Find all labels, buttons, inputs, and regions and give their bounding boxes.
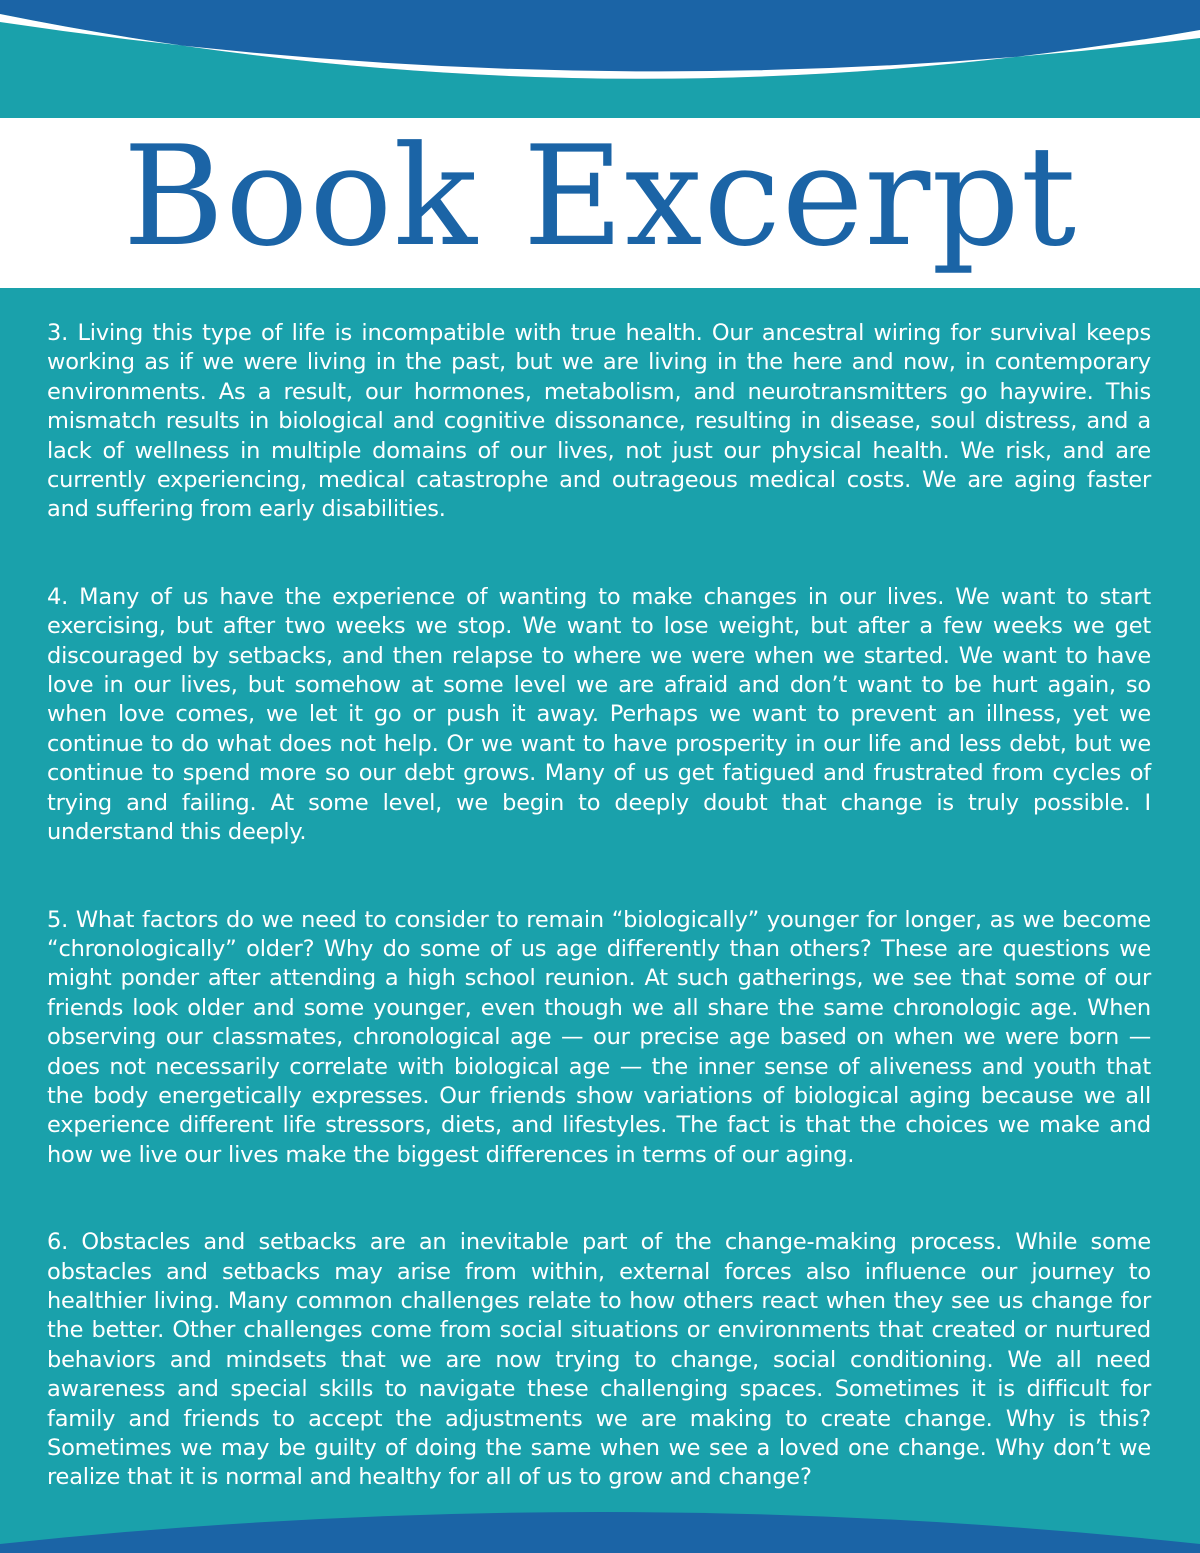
page-title: Book Excerpt (122, 116, 1078, 277)
excerpt-paragraph-4: 4. Many of us have the experience of wanting to make changes in our lives. We want to start exercising, but after two weeks we stop. We want to lose weight, but after a few weeks we get discouraged by setbacks, and then relapse to where we were when we started. We want to have love in our lives, but somehow at some level we are afraid and don’t want to be hurt again, so when love comes, we let it go or push it away. Perhaps we want to prevent an illness, yet we continue to do what does not help. Or we want to have prosperity in our life and less debt, but we continue to spend more so our debt grows. Many of us get fatigued and frustrated from cycles of trying and failing. At some level, we begin to deeply doubt that change is truly possible. I understand this deeply. (47, 583, 1151, 846)
header-wave (0, 0, 1200, 118)
excerpt-paragraph-5: 5. What factors do we need to consider to remain “biologically” younger for longer, as we become “chronologically” older? Why do some of us age differently than others? These are questions we might ponder after attending a high school reunion. At such gatherings, we see that some of our friends look older and some younger, even though we all share the same chronologic age. When observing our classmates, chronological age — our precise age based on when we were born — does not necessarily correlate with biological age — the inner sense of aliveness and youth that the body energetically expresses. Our friends show variations of biological aging because we all experience different life stressors, diets, and lifestyles. The fact is that the choices we make and how we live our lives make the biggest differences in terms of our aging. (47, 906, 1151, 1168)
footer-wave (0, 1500, 1200, 1553)
excerpt-paragraph-3: 3. Living this type of life is incompatible with true health. Our ancestral wiring for survival keeps working as if we were living in the past, but we are living in the here and now, in contemporary environments. As a result, our hormones, metabolism, and neurotransmitters go haywire. This mismatch results in biological and cognitive dissonance, resulting in disease, soul distress, and a lack of wellness in multiple domains of our lives, not just our physical health. We risk, and are currently experiencing, medical catastrophe and outrageous medical costs. We are aging faster and suffering from early disabilities. (47, 320, 1151, 523)
excerpt-paragraph-6: 6. Obstacles and setbacks are an inevitable part of the change-making process. While some obstacles and setbacks may arise from within, external forces also influence our journey to healthier living. Many common challenges relate to how others react when they see us change for the better. Other challenges come from social situations or environments that created or nurtured behaviors and mindsets that we are now trying to change, social conditioning. We all need awareness and special skills to navigate these challenging spaces. Sometimes it is difficult for family and friends to accept the adjustments we are making to create change. Why is this? Sometimes we may be guilty of doing the same when we see a loved one change. Why don’t we realize that it is normal and healthy for all of us to grow and change? (47, 1229, 1151, 1491)
excerpt-body (47, 319, 1151, 1551)
